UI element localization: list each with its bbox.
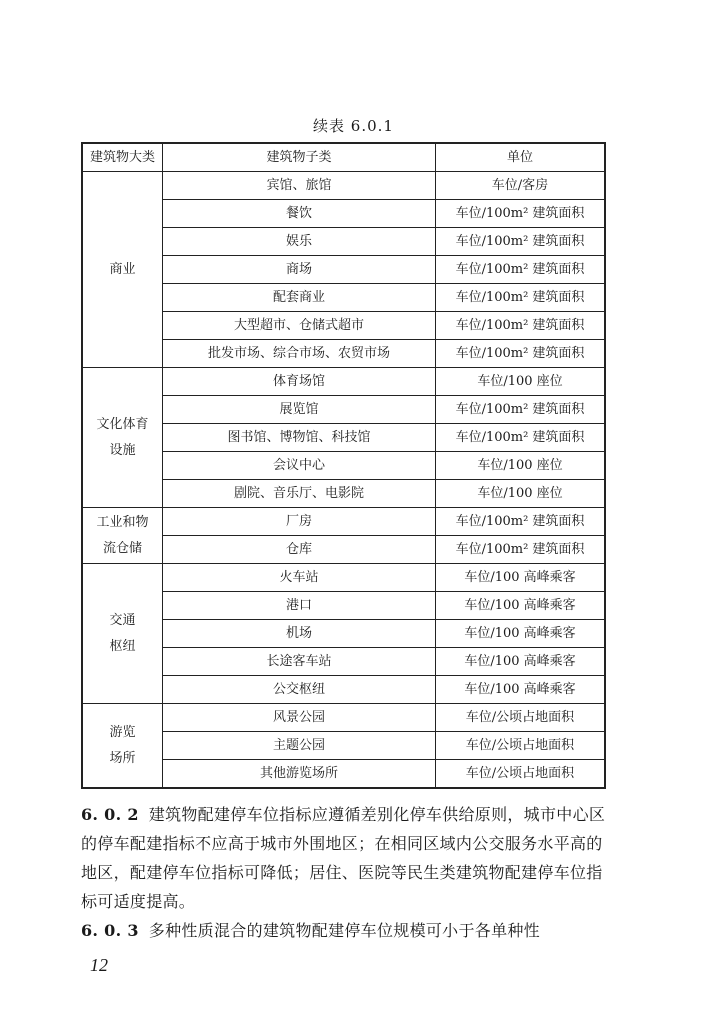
header-category: 建筑物大类 — [82, 143, 163, 172]
table-row — [82, 508, 605, 536]
category-cell: 商业 — [82, 172, 163, 368]
unit-cell: 车位/100m² 建筑面积 — [436, 312, 606, 340]
unit-cell: 车位/客房 — [436, 172, 606, 200]
unit-cell: 车位/100 高峰乘客 — [436, 592, 606, 620]
subcategory-cell: 体育场馆 — [163, 368, 436, 396]
category-cell: 游览 场所 — [82, 704, 163, 789]
subcategory-cell: 批发市场、综合市场、农贸市场 — [163, 340, 436, 368]
table-row — [82, 172, 605, 200]
table-row — [82, 564, 605, 592]
category-cell: 交通 枢纽 — [82, 564, 163, 704]
paragraph-text: 建筑物配建停车位指标应遵循差别化停车供给原则，城市中心区的停车配建指标不应高于城市外围地区；在相同区域内公交服务水平高的地区，配建停车位指标可降低；居住、医院等民生类建筑物配建停车位指标可适度提高。 — [81, 805, 606, 911]
subcategory-cell: 其他游览场所 — [163, 760, 436, 789]
header-unit: 单位 — [436, 143, 606, 172]
subcategory-cell: 主题公园 — [163, 732, 436, 760]
paragraph-text: 多种性质混合的建筑物配建停车位规模可小于各单种性 — [148, 921, 540, 940]
subcategory-cell: 风景公园 — [163, 704, 436, 732]
subcategory-cell: 剧院、音乐厅、电影院 — [163, 480, 436, 508]
unit-cell: 车位/公顷占地面积 — [436, 704, 606, 732]
subcategory-cell: 配套商业 — [163, 284, 436, 312]
unit-cell: 车位/100m² 建筑面积 — [436, 284, 606, 312]
unit-cell: 车位/100m² 建筑面积 — [436, 536, 606, 564]
unit-cell: 车位/100m² 建筑面积 — [436, 424, 606, 452]
subcategory-cell: 娱乐 — [163, 228, 436, 256]
paragraph-6-0-2 — [81, 800, 611, 916]
unit-cell: 车位/100 座位 — [436, 480, 606, 508]
category-cell: 工业和物 流仓储 — [82, 508, 163, 564]
unit-cell: 车位/100m² 建筑面积 — [436, 340, 606, 368]
table-header-row — [82, 143, 605, 172]
subcategory-cell: 公交枢纽 — [163, 676, 436, 704]
subcategory-cell: 大型超市、仓储式超市 — [163, 312, 436, 340]
table-caption: 续表 6.0.1 — [313, 117, 394, 135]
unit-cell: 车位/100 座位 — [436, 368, 606, 396]
unit-cell: 车位/100m² 建筑面积 — [436, 508, 606, 536]
subcategory-cell: 商场 — [163, 256, 436, 284]
subcategory-cell: 港口 — [163, 592, 436, 620]
subcategory-cell: 长途客车站 — [163, 648, 436, 676]
parking-standard-table — [81, 142, 606, 789]
subcategory-cell: 宾馆、旅馆 — [163, 172, 436, 200]
unit-cell: 车位/100 高峰乘客 — [436, 676, 606, 704]
header-subcategory: 建筑物子类 — [163, 143, 436, 172]
table-body — [82, 172, 605, 789]
subcategory-cell: 图书馆、博物馆、科技馆 — [163, 424, 436, 452]
subcategory-cell: 机场 — [163, 620, 436, 648]
unit-cell: 车位/100m² 建筑面积 — [436, 256, 606, 284]
unit-cell: 车位/100 座位 — [436, 452, 606, 480]
subcategory-cell: 厂房 — [163, 508, 436, 536]
unit-cell: 车位/公顷占地面积 — [436, 760, 606, 789]
paragraph-6-0-3 — [81, 916, 611, 945]
unit-cell: 车位/100m² 建筑面积 — [436, 228, 606, 256]
unit-cell: 车位/100 高峰乘客 — [436, 648, 606, 676]
subcategory-cell: 仓库 — [163, 536, 436, 564]
subcategory-cell: 展览馆 — [163, 396, 436, 424]
unit-cell: 车位/100 高峰乘客 — [436, 564, 606, 592]
subcategory-cell: 会议中心 — [163, 452, 436, 480]
subcategory-cell: 火车站 — [163, 564, 436, 592]
unit-cell: 车位/100 高峰乘客 — [436, 620, 606, 648]
unit-cell: 车位/100m² 建筑面积 — [436, 200, 606, 228]
category-cell: 文化体育 设施 — [82, 368, 163, 508]
unit-cell: 车位/公顷占地面积 — [436, 732, 606, 760]
section-number: 6. 0. 3 — [81, 921, 139, 940]
section-number: 6. 0. 2 — [81, 805, 139, 824]
subcategory-cell: 餐饮 — [163, 200, 436, 228]
table-row — [82, 368, 605, 396]
table-row — [82, 704, 605, 732]
page-number: 12 — [90, 955, 108, 975]
unit-cell: 车位/100m² 建筑面积 — [436, 396, 606, 424]
